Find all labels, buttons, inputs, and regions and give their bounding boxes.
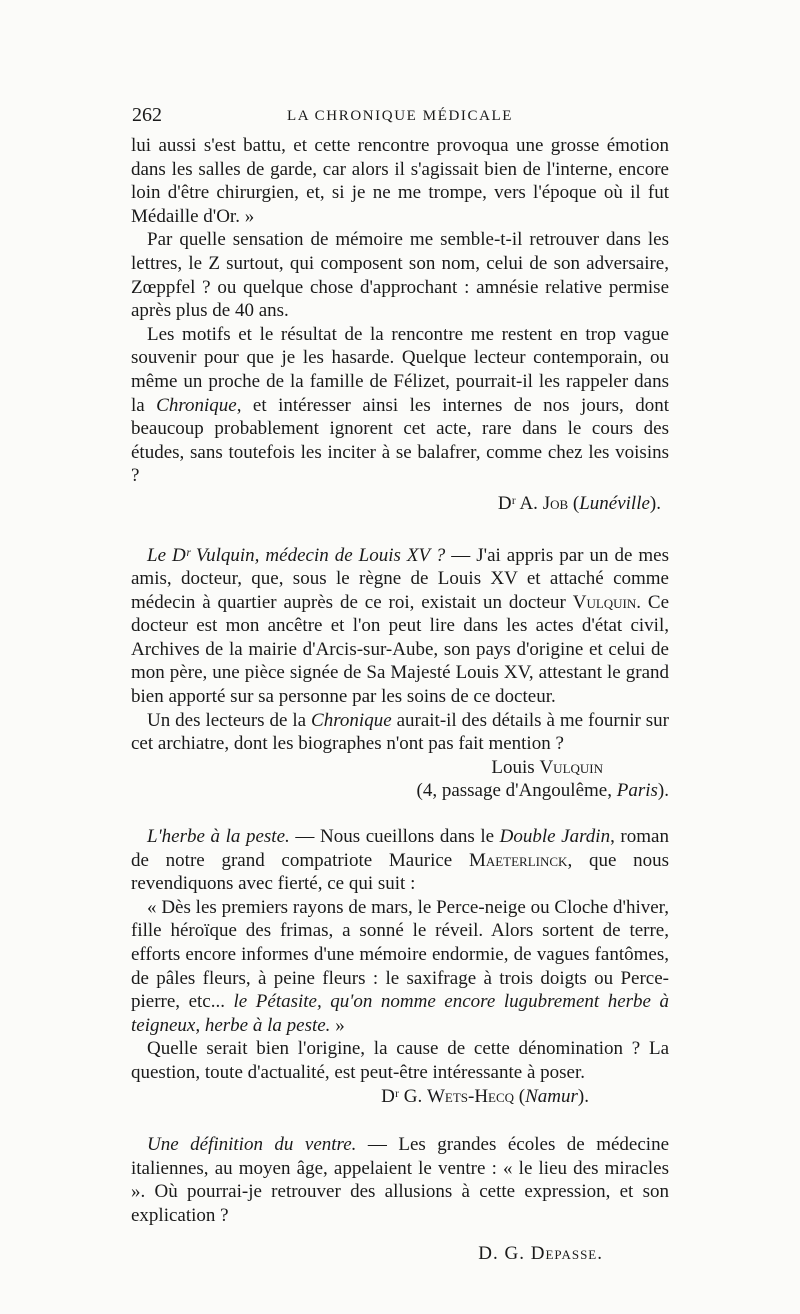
article3-quote: « Dès les premiers rayons de mars, le Perce-neige ou Cloche d'hiver, fille héroïque des frimas, a sonné le réveil. Alors sortent de terre, efforts encore informes d'une mémoire endormie, de vagues fantômes, de pâles fleurs, à peine fleurs : le saxifrage à trois doigts ou Perce-pierre, etc... le Pétasite, qu'on nomme encore lugubrement herbe à teigneux, herbe à la peste. » — [131, 896, 669, 1036]
article1-paragraph-2: Par quelle sensation de mémoire me semble-t-il retrouver dans les lettres, le Z surtout, qui composent son nom, celui de son adversaire, Zœppfel ? ou quelque chose d'approchant : amnésie relative permise après plus de 40 ans. — [131, 229, 669, 322]
article3-signature: Dʳ G. Wets-Hecq (Namur). — [381, 1085, 589, 1107]
article4-signature: D. G. Depasse. — [478, 1242, 603, 1264]
article1-paragraph-1: lui aussi s'est battu, et cette rencontre provoqua une grosse émotion dans les salles de garde, car alors il s'agissait bien de l'interne, encore loin d'être chirurgien, et, si je ne me trompe, vers l'époque où il fut Médaille d'Or. » — [131, 135, 669, 227]
article2-signature: Louis Vulquin — [491, 756, 603, 778]
running-header — [132, 102, 668, 130]
article2-heading: Le Dʳ Vulquin, médecin de Louis XV ? — [147, 544, 446, 566]
article1-paragraph-3: Les motifs et le résultat de la rencontre me restent en trop vague souvenir pour que je les hasarde. Quelque lecteur contemporain, ou même un proche de la famille de Félizet, pourrait-il les rappeler dans la Chronique, et intéresser ainsi les internes de nos jours, dont beaucoup probablement ignorent cet acte, rare dans le cours des études, sans toutefois les inciter à se balafrer, comme chez les voisins ? — [131, 323, 669, 487]
article2-paragraph-1: Le Dʳ Vulquin, médecin de Louis XV ? — J'ai appris par un de mes amis, docteur, que, sous le règne de Louis XV et attaché comme médecin à quartier auprès de ce roi, existait un docteur Vulquin. Ce docteur est mon ancêtre et l'on peut lire dans les actes d'état civil, Archives de la mairie d'Arcis-sur-Aube, son pays d'origine et celui de mon père, une pièce signée de Sa Majesté Louis XV, attestant le grand bien apporté sur sa personne par les soins de ce docteur. — [131, 544, 669, 708]
running-title: LA CHRONIQUE MÉDICALE — [286, 108, 514, 124]
article1-signature: Dʳ A. Job (Lunéville). — [497, 492, 661, 514]
article3-heading: L'herbe à la peste. — [147, 826, 290, 848]
page-number: 262 — [132, 104, 162, 126]
article4-paragraph-1: Une définition du ventre. — Les grandes écoles de médecine italiennes, au moyen âge, appelaient le ventre : « le lieu des miracles ». Où pourrai-je retrouver des allusions à cette expression, et son explication ? — [131, 1134, 670, 1226]
article4-heading: Une définition du ventre. — [147, 1134, 357, 1156]
page-body — [131, 134, 669, 1265]
article2-paragraph-2: Un des lecteurs de la Chronique aurait-il des détails à me fournir sur cet archiatre, dont les biographes n'ont pas fait mention ? — [131, 709, 669, 755]
article2-address: (4, passage d'Angoulême, Paris). — [416, 780, 669, 802]
article3-paragraph-3: Quelle serait bien l'origine, la cause de cette dénomination ? La question, toute d'actualité, est peut-être intéressante à poser. — [131, 1038, 669, 1083]
article3-paragraph-1: L'herbe à la peste. — Nous cueillons dans le Double Jardin, roman de notre grand compatriote Maurice Maeterlinck, que nous revendiquons avec fierté, ce qui suit : — [131, 826, 669, 895]
